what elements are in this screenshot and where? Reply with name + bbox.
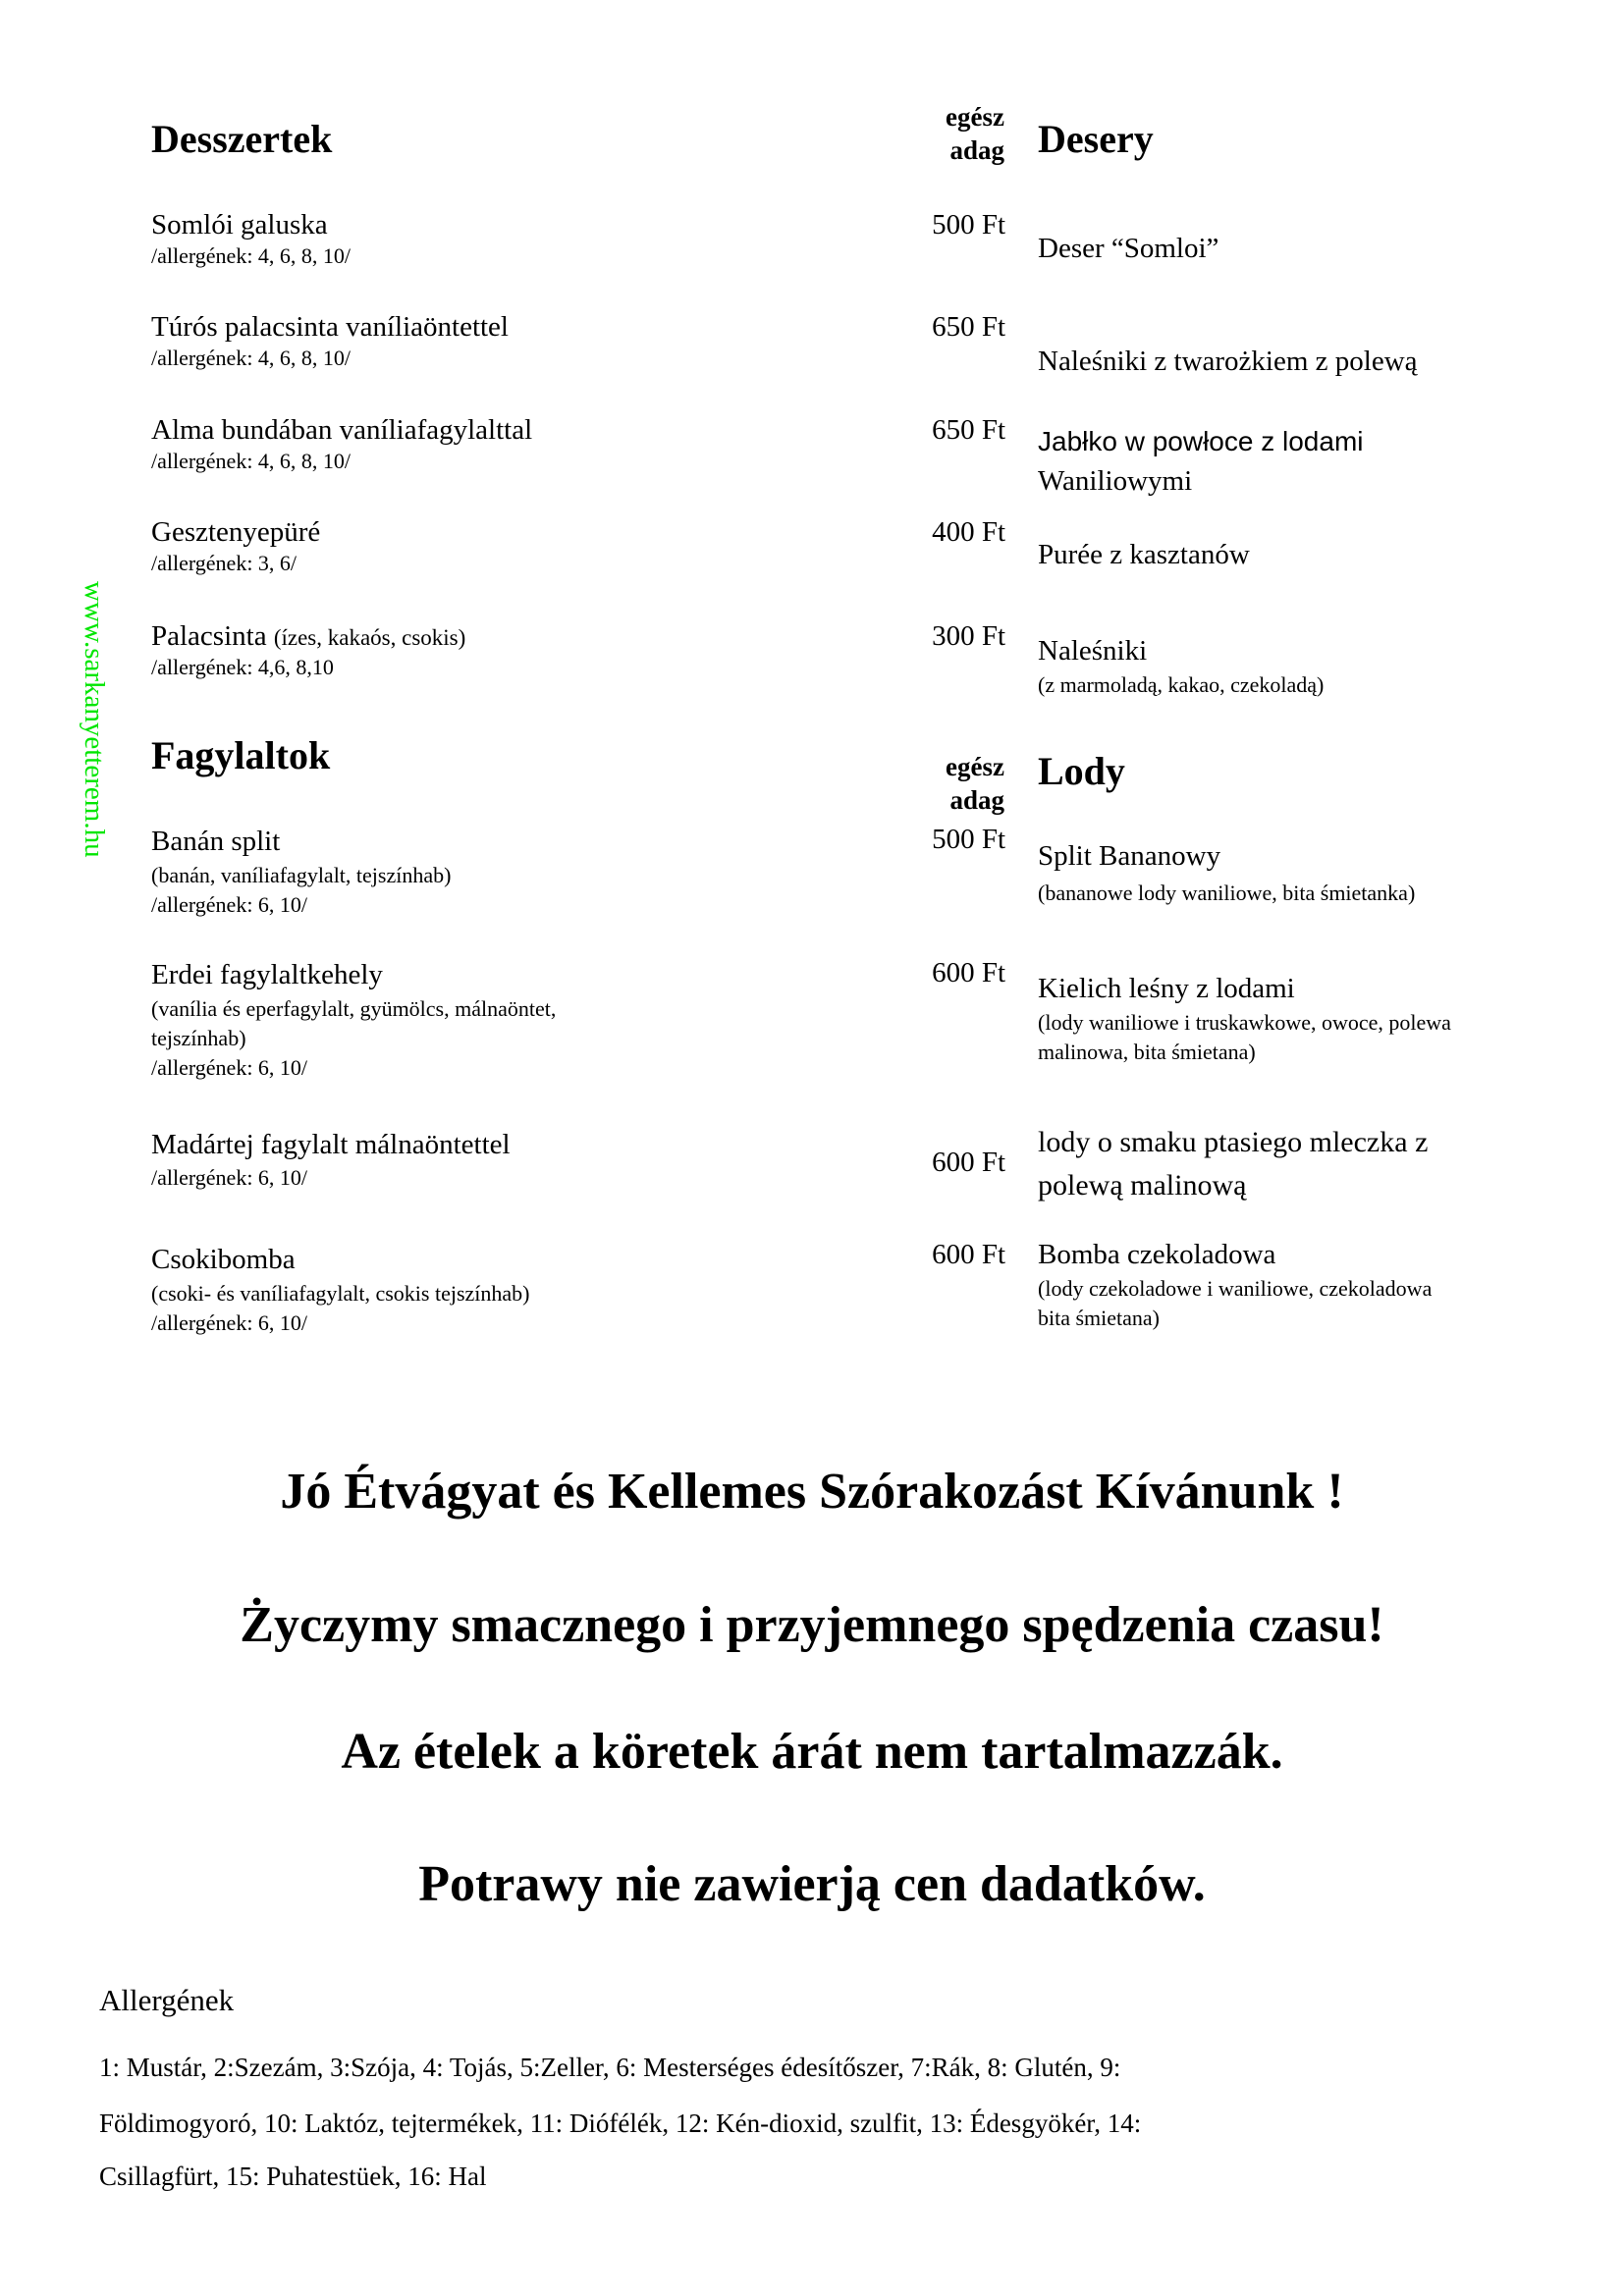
item-desc-hu-line1: (vanília és eperfagylalt, gyümölcs, málnaöntet, <box>151 996 557 1021</box>
item-name-hu: Túrós palacsinta vaníliaöntettel <box>151 311 509 343</box>
allergen-legend-line: 1: Mustár, 2:Szezám, 3:Szója, 4: Tojás, 5:Zeller, 6: Mesterséges édesítőszer, 7:Rák, 8: Glutén, 9: <box>99 2053 1121 2082</box>
item-allergens: /allergének: 4, 6, 8, 10/ <box>151 346 352 370</box>
item-name-hu: Somlói galuska <box>151 209 328 240</box>
item-desc-hu: (csoki- és vaníliafagylalt, csokis tejszínhab) <box>151 1281 530 1306</box>
allergen-legend-title: Allergének <box>99 1983 235 2017</box>
item-price: 650 Ft <box>932 311 1005 343</box>
note-hu: Az ételek a köretek árát nem tartalmazzák. <box>341 1724 1283 1780</box>
item-price: 650 Ft <box>932 414 1005 446</box>
item-price: 400 Ft <box>932 516 1005 548</box>
item-price: 300 Ft <box>932 620 1005 652</box>
item-name-hu: Erdei fagylaltkehely <box>151 959 383 990</box>
item-name-pl-line1: Jabłko w powłoce z lodami <box>1038 426 1364 456</box>
item-price: 500 Ft <box>932 824 1005 855</box>
desserts-title-hu: Desszertek <box>151 117 333 161</box>
item-price: 600 Ft <box>932 957 1005 988</box>
wish-hu: Jó Étvágyat és Kellemes Szórakozást Kívánunk ! <box>280 1464 1344 1520</box>
item-name-hu-extra: (ízes, kakaós, csokis) <box>273 625 466 650</box>
item-desc-hu: (banán, vaníliafagylalt, tejszínhab) <box>151 863 452 887</box>
portion-label-line1: egész <box>946 752 1004 781</box>
item-name-pl-line2: Waniliowymi <box>1038 465 1193 497</box>
note-pl: Potrawy nie zawierją cen dadatków. <box>418 1856 1206 1912</box>
allergen-legend-line: Földimogyoró, 10: Laktóz, tejtermékek, 11: Diófélék, 12: Kén-dioxid, szulfit, 13: Édesgyökér, 14: <box>99 2109 1142 2138</box>
portion-label-line2: adag <box>949 785 1004 815</box>
website-url[interactable]: www.sarkanyetterem.hu <box>79 581 110 858</box>
item-name-hu: Madártej fagylalt málnaöntettel <box>151 1129 511 1160</box>
item-name-pl: Naleśniki z twarożkiem z polewą <box>1038 346 1418 377</box>
item-allergens: /allergének: 6, 10/ <box>151 1165 308 1190</box>
wish-pl: Życzymy smacznego i przyjemnego spędzenia czasu! <box>240 1597 1384 1653</box>
item-name-hu: Gesztenyepüré <box>151 516 321 548</box>
item-allergens: /allergének: 6, 10/ <box>151 1310 308 1335</box>
allergen-legend-line: Csillagfürt, 15: Puhatestüek, 16: Hal <box>99 2162 487 2191</box>
item-desc-hu-line2: tejszínhab) <box>151 1026 246 1050</box>
item-name-hu: Alma bundában vaníliafagylalttal <box>151 414 533 446</box>
item-allergens: /allergének: 3, 6/ <box>151 551 298 575</box>
item-allergens: /allergének: 6, 10/ <box>151 892 308 917</box>
item-allergens: /allergének: 4, 6, 8, 10/ <box>151 449 352 473</box>
item-price: 500 Ft <box>932 209 1005 240</box>
portion-label <box>887 100 1004 167</box>
item-name-hu-main: Palacsinta <box>151 620 267 652</box>
item-allergens: /allergének: 4,6, 8,10 <box>151 655 334 679</box>
item-name-pl: Deser “Somloi” <box>1038 233 1219 264</box>
item-name-pl: Split Bananowy <box>1038 840 1221 872</box>
item-name-hu <box>151 619 465 655</box>
item-name-pl-line2: polewą malinową <box>1038 1169 1247 1201</box>
item-desc-pl-line2: malinowa, bita śmietana) <box>1038 1040 1256 1064</box>
item-name-pl: Kielich leśny z lodami <box>1038 973 1295 1004</box>
item-name-pl: Bomba czekoladowa <box>1038 1239 1276 1270</box>
item-desc-pl-line1: (lody czekoladowe i waniliowe, czekoladowa <box>1038 1276 1433 1301</box>
ice-cream-title-pl: Lody <box>1038 749 1125 793</box>
item-name-pl-line1: lody o smaku ptasiego mleczka z <box>1038 1126 1429 1158</box>
desserts-title-pl: Desery <box>1038 117 1154 161</box>
item-price: 600 Ft <box>932 1239 1005 1270</box>
item-name-hu: Csokibomba <box>151 1244 296 1275</box>
portion-label-line1: egész <box>946 102 1004 132</box>
ice-cream-title-hu: Fagylaltok <box>151 733 331 777</box>
item-desc-pl: (z marmoladą, kakao, czekoladą) <box>1038 672 1325 697</box>
portion-label <box>887 750 1004 817</box>
item-name-hu: Banán split <box>151 826 281 857</box>
item-name-pl: Purée z kasztanów <box>1038 539 1250 570</box>
item-desc-pl: (bananowe lody waniliowe, bita śmietanka) <box>1038 881 1416 905</box>
item-price: 600 Ft <box>932 1147 1005 1178</box>
item-desc-pl-line2: bita śmietana) <box>1038 1306 1161 1330</box>
item-name-pl: Naleśniki <box>1038 635 1148 667</box>
item-allergens: /allergének: 6, 10/ <box>151 1055 308 1080</box>
item-allergens: /allergének: 4, 6, 8, 10/ <box>151 243 352 268</box>
item-desc-pl-line1: (lody waniliowe i truskawkowe, owoce, polewa <box>1038 1010 1451 1035</box>
portion-label-line2: adag <box>949 135 1004 165</box>
